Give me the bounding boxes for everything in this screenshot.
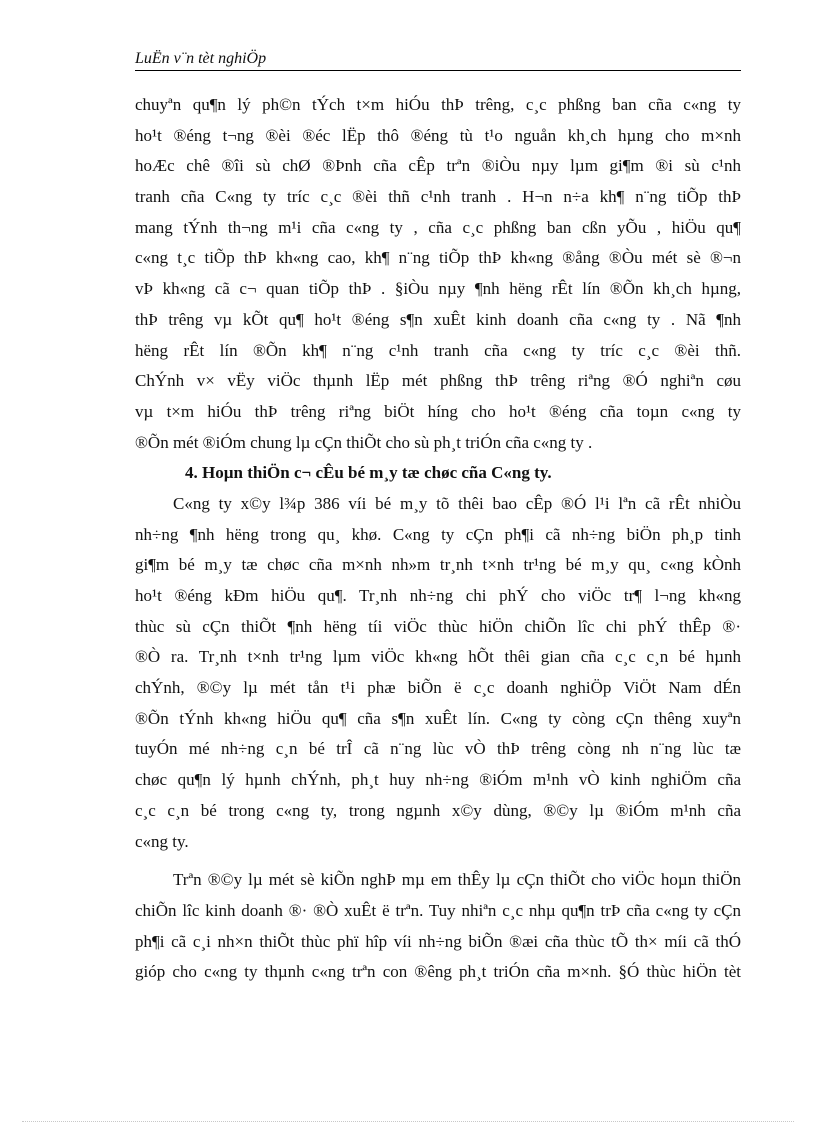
paragraph-line: tuyÓn mé nh÷ng c¸n bé trÎ cã n¨ng lùc vÒ thÞ trêng còng nh n¨ng lùc tæ bbox=[135, 739, 741, 759]
paragraph-line: ®Ò ra. Tr¸nh t×nh tr¹ng lµm viÖc kh«ng hÕt thêi gian cña c¸c c¸n bé hµnh bbox=[135, 647, 741, 667]
header-rule bbox=[135, 70, 741, 71]
page-header: LuËn v¨n tèt nghiÖp bbox=[135, 50, 267, 67]
paragraph-line: hëng rÊt lín ®Õn kh¶ n¨ng c¹nh tranh cña c«ng ty tríc c¸c ®èi thñ. bbox=[135, 340, 741, 360]
paragraph-line: nh÷ng ¶nh hëng trong qu¸ khø. C«ng ty cÇn ph¶i cã nh÷ng biÖn ph¸p tinh bbox=[135, 524, 741, 544]
paragraph-line: C«ng ty x©y l¾p 386 víi bé m¸y tõ thêi bao cÊp ®Ó l¹i lªn cã rÊt nhiÒu bbox=[173, 493, 741, 513]
paragraph-line: ph¶i cã c¸i nh×n thiÕt thùc phï hîp víi nh÷ng biÕn ®æi cña thùc tÕ th× míi cã thÓ bbox=[135, 931, 741, 951]
paragraph-line: ®Õn tÝnh kh«ng hiÖu qu¶ cña s¶n xuÊt lín. C«ng ty còng cÇn thêng xuyªn bbox=[135, 708, 741, 728]
paragraph-line: hoÆc chê ®îi sù chØ ®Þnh cña cÊp trªn ®iÒu nµy lµm gi¶m ®i sù c¹nh bbox=[135, 156, 741, 176]
section-heading: 4. Hoµn thiÖn c¬ cÊu bé m¸y tæ chøc cña C«ng ty. bbox=[185, 463, 552, 483]
paragraph-line: ho¹t ®éng kÐm hiÖu qu¶. Tr¸nh nh÷ng chi phÝ cho viÖc tr¶ l¬ng kh«ng bbox=[135, 586, 741, 605]
paragraph-line: gi¶m bé m¸y tæ chøc cña m×nh nh»m tr¸nh t×nh tr¹ng bé m¸y qu¸ c«ng kÒnh bbox=[135, 555, 741, 575]
paragraph-line: chiÕn lîc kinh doanh ®· ®Ò xuÊt ë trªn. Tuy nhiªn c¸c nhµ qu¶n trÞ cña c«ng ty cÇn bbox=[135, 900, 741, 920]
paragraph-line: chøc qu¶n lý hµnh chÝnh, ph¸t huy nh÷ng ®iÓm m¹nh vÒ kinh nghiÖm cña bbox=[135, 770, 741, 790]
paragraph-line: ChÝnh v× vËy viÖc thµnh lËp mét phßng thÞ trêng riªng ®Ó nghiªn cøu bbox=[135, 371, 741, 391]
paragraph-3 bbox=[135, 865, 741, 988]
paragraph-line: ho¹t ®éng t¬ng ®èi ®éc lËp thô ®éng tù t¹o nguån kh¸ch hµng cho m×nh bbox=[135, 125, 741, 145]
paragraph-line: mang tÝnh th¬ng m¹i cña c«ng ty , cña c¸c phßng ban cßn yÕu , hiÖu qu¶ bbox=[135, 217, 741, 237]
paragraph-1 bbox=[135, 90, 741, 458]
paragraph-line: Trªn ®©y lµ mét sè kiÕn nghÞ mµ em thÊy lµ cÇn thiÕt cho viÖc hoµn thiÖn bbox=[173, 870, 741, 890]
footer-divider bbox=[22, 1121, 794, 1122]
paragraph-line: thÞ trêng vµ kÕt qu¶ ho¹t ®éng s¶n xuÊt kinh doanh cña c«ng ty . Nã ¶nh bbox=[135, 309, 741, 329]
paragraph-line: ®Õn mét ®iÓm chung lµ cÇn thiÕt cho sù ph¸t triÓn cña c«ng ty . bbox=[135, 432, 593, 452]
paragraph-line: vµ t×m hiÓu thÞ trêng riªng biÖt híng cho ho¹t ®éng cña toµn c«ng ty bbox=[135, 401, 741, 421]
paragraph-line: c¸c c¸n bé trong c«ng ty, trong ngµnh x©y dùng, ®©y lµ ®iÓm m¹nh cña bbox=[135, 800, 741, 820]
paragraph-line: c«ng ty. bbox=[135, 831, 189, 851]
paragraph-line: gióp cho c«ng ty thµnh c«ng trªn con ®êng ph¸t triÓn cña m×nh. §Ó thùc hiÖn tèt bbox=[135, 962, 741, 982]
paragraph-line: chuyªn qu¶n lý ph©n tÝch t×m hiÓu thÞ trêng, c¸c phßng ban cña c«ng ty bbox=[135, 95, 741, 114]
paragraph-line: vÞ kh«ng cã c¬ quan tiÕp thÞ . §iÒu nµy ¶nh hëng rÊt lín ®Õn kh¸ch hµng, bbox=[135, 279, 741, 299]
paragraph-line: tranh cña C«ng ty tríc c¸c ®èi thñ c¹nh tranh . H¬n n÷a kh¶ n¨ng tiÕp thÞ bbox=[135, 187, 741, 207]
paragraph-2 bbox=[135, 489, 741, 857]
paragraph-line: chÝnh, ®©y lµ mét tån t¹i phæ biÕn ë c¸c doanh nghiÖp ViÖt Nam dÉn bbox=[135, 678, 741, 698]
document-body bbox=[135, 90, 741, 988]
paragraph-line: thùc sù cÇn thiÕt ¶nh hëng tíi viÖc thùc hiÖn chiÕn lîc chi phÝ thÊp ®· bbox=[135, 616, 741, 636]
paragraph-line: c«ng t¸c tiÕp thÞ kh«ng cao, kh¶ n¨ng tiÕp thÞ kh«ng ®ång ®Òu mét sè ®¬n bbox=[135, 248, 741, 268]
